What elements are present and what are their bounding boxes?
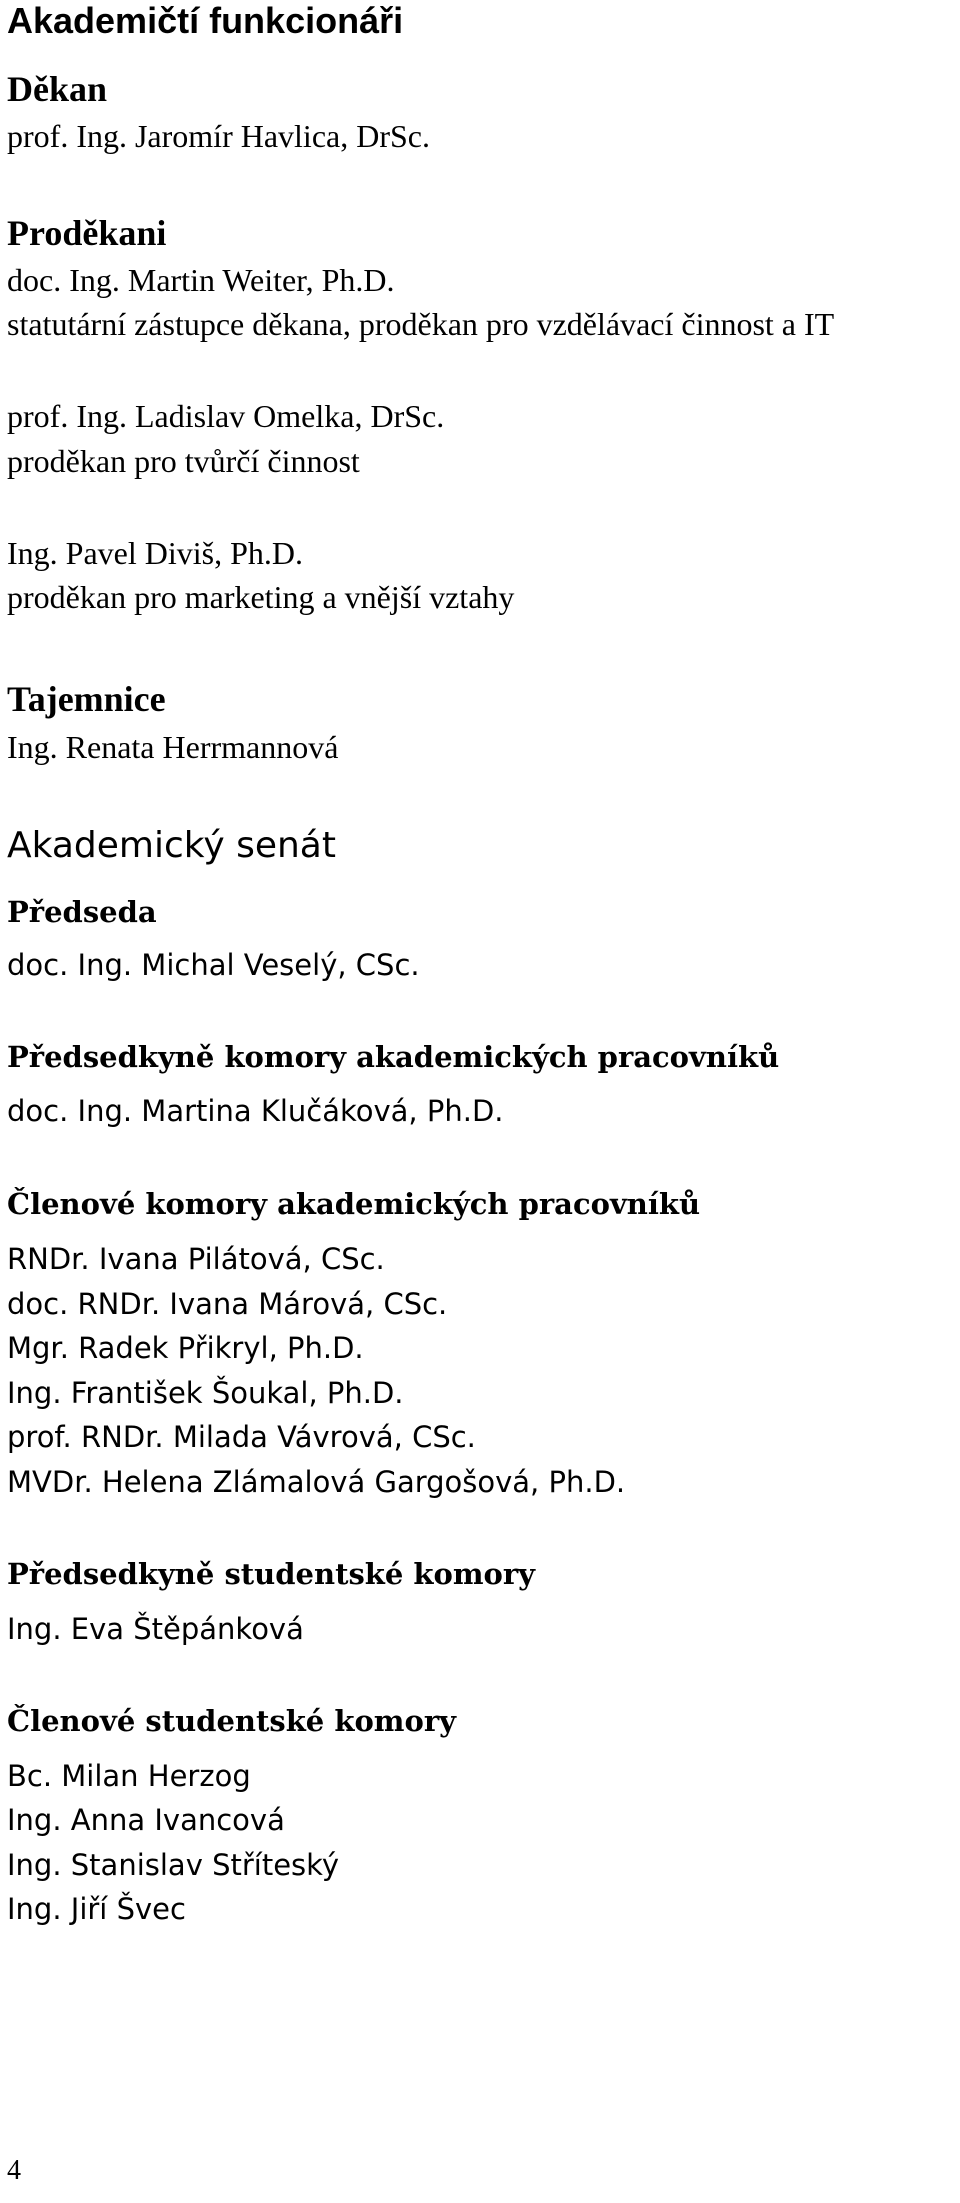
list-item: MVDr. Helena Zlámalová Gargošová, Ph.D. [7,1465,626,1499]
name-predsedkyne-ak: doc. Ing. Martina Klučáková, Ph.D. [7,1094,504,1128]
heading-predseda: Předseda [7,895,157,929]
list-item: Ing. František Šoukal, Ph.D. [7,1376,404,1410]
role-prodekan-2: proděkan pro tvůrčí činnost [7,443,360,479]
name-tajemnice: Ing. Renata Herrmannová [7,729,339,765]
page-number: 4 [7,2155,21,2186]
role-prodekan-3: proděkan pro marketing a vnější vztahy [7,579,515,615]
name-prodekan-1: doc. Ing. Martin Weiter, Ph.D. [7,262,395,298]
list-item: Mgr. Radek Přikryl, Ph.D. [7,1331,364,1365]
list-item: Bc. Milan Herzog [7,1759,251,1793]
name-prodekan-3: Ing. Pavel Diviš, Ph.D. [7,535,303,571]
heading-predsedkyne-st: Předsedkyně studentské komory [7,1557,536,1591]
role-prodekan-1: statutární zástupce děkana, proděkan pro vzdělávací činnost a IT [7,306,835,342]
list-item: doc. RNDr. Ivana Márová, CSc. [7,1287,448,1321]
list-item: RNDr. Ivana Pilátová, CSc. [7,1242,385,1276]
list-item: prof. RNDr. Milada Vávrová, CSc. [7,1420,476,1454]
heading-clenove-st: Členové studentské komory [7,1704,456,1738]
list-item: Ing. Anna Ivancová [7,1803,285,1837]
name-prodekan-2: prof. Ing. Ladislav Omelka, DrSc. [7,398,445,434]
section-title-funkcionari: Akademičtí funkcionáři [7,0,404,41]
name-predsedkyne-st: Ing. Eva Štěpánková [7,1612,304,1646]
heading-prodekani: Proděkani [7,213,167,253]
list-item: Ing. Stanislav Stříteský [7,1848,340,1882]
section-title-senat: Akademický senát [7,825,336,866]
name-predseda: doc. Ing. Michal Veselý, CSc. [7,948,420,982]
list-item: Ing. Jiří Švec [7,1892,186,1926]
heading-tajemnice: Tajemnice [7,679,166,719]
heading-clenove-ak: Členové komory akademických pracovníků [7,1187,701,1221]
heading-dekan: Děkan [7,69,108,109]
heading-predsedkyne-ak: Předsedkyně komory akademických pracovníků [7,1040,780,1074]
name-dekan: prof. Ing. Jaromír Havlica, DrSc. [7,118,430,154]
